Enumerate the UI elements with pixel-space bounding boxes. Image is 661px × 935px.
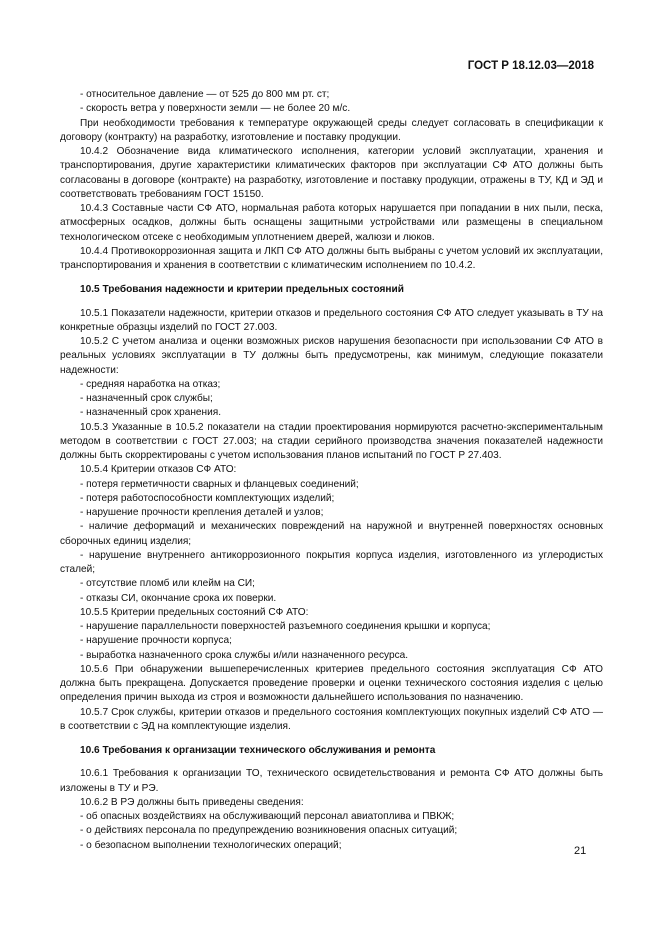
clause-10-4-4: 10.4.4 Противокоррозионная защита и ЛКП СФ АТО должны быть выбраны с учетом условий их эксплуатации, транспортирования и хранения в соответствии с климатическим исполнением по 10.4.2. <box>60 245 603 271</box>
list-item: - относительное давление — от 525 до 800 мм рт. ст; <box>80 89 330 100</box>
section-heading-10-6: 10.6 Требования к организации технического обслуживания и ремонта <box>80 745 436 756</box>
page-number: 21 <box>574 845 587 857</box>
clause-10-6-2: 10.6.2 В РЭ должны быть приведены сведения: <box>80 796 304 808</box>
list-item: - средняя наработка на отказ; <box>80 378 221 390</box>
list-item: - назначенный срок хранения. <box>80 407 221 419</box>
clause-10-4-3: 10.4.3 Составные части СФ АТО, нормальная работа которых нарушается при попадании в них пыли, песка, атмосферных осадков, должны быть оснащены защитными устройствами или размещены в специальном технологическом отсеке с необходимым уплотнением дверей, жалюзи и люков. <box>60 203 603 243</box>
document-header: ГОСТ Р 18.12.03—2018 <box>467 60 594 72</box>
list-item: - о безопасном выполнении технологических операций; <box>80 839 342 851</box>
paragraph: При необходимости требования к температуре окружающей среды следует согласовать в спецификации к договору (контракту) на разработку, изготовление и поставку продукции. <box>60 117 603 143</box>
clause-10-5-7: 10.5.7 Срок службы, критерии отказов и предельного состояния комплектующих покупных изделий СФ АТО — в соответствии с ЭД на комплектующие изделия. <box>60 706 603 732</box>
list-item: - о действиях персонала по предупреждению возникновения опасных ситуаций; <box>80 825 458 837</box>
list-item: - отсутствие пломб или клейм на СИ; <box>80 578 255 590</box>
clause-10-5-2: 10.5.2 С учетом анализа и оценки возможных рисков нарушения безопасности при использовании СФ АТО в реальных условиях эксплуатации в ТУ должны быть предусмотрены, как минимум, следующие показатели надежности: <box>60 336 603 376</box>
list-item: - назначенный срок службы; <box>80 393 213 404</box>
list-item: - нарушение параллельности поверхностей разъемного соединения крышки и корпуса; <box>80 621 491 632</box>
list-item: - выработка назначенного срока службы и/или назначенного ресурса. <box>80 649 409 661</box>
clause-10-5-5: 10.5.5 Критерии предельных состояний СФ АТО: <box>80 606 309 618</box>
list-item: - скорость ветра у поверхности земли — не более 20 м/с. <box>80 103 351 115</box>
list-item: - нарушение прочности крепления деталей и узлов; <box>80 507 324 518</box>
list-item: - потеря работоспособности комплектующих изделий; <box>80 492 335 504</box>
clause-10-5-4: 10.5.4 Критерии отказов СФ АТО: <box>80 464 237 476</box>
list-item: - об опасных воздействиях на обслуживающий персонал авиатоплива и ПВКЖ; <box>80 811 455 822</box>
list-item: - отказы СИ, окончание срока их поверки. <box>80 592 277 604</box>
clause-10-6-1: 10.6.1 Требования к организации ТО, технического освидетельствования и ремонта СФ АТО должны быть изложены в ТУ и РЭ. <box>60 768 603 794</box>
list-item: - наличие деформаций и механических повреждений на наружной и внутренней поверхностях основных сборочных единиц изделия; <box>60 521 603 547</box>
clause-10-5-6: 10.5.6 При обнаружении вышеперечисленных критериев предельного состояния эксплуатация СФ АТО должна быть прекращена. Допускается проведение проверки и оценки технического состояния изделия с целью определения причин выхода из строя и возможности дальнейшего использования по назначению. <box>60 663 603 704</box>
clause-10-5-1: 10.5.1 Показатели надежности, критерии отказов и предельного состояния СФ АТО следует указывать в ТУ на конкретные образцы изделий по ГОСТ 27.003. <box>60 307 603 333</box>
section-heading-10-5: 10.5 Требования надежности и критерии предельных состояний <box>80 284 404 296</box>
clause-10-5-3: 10.5.3 Указанные в 10.5.2 показатели на стадии проектирования нормируются расчетно-экспериментальным методом в соответствии с ГОСТ 27.003; на стадии серийного производства значения показателей надежности должны быть скорректированы с учетом использования планов испытаний по ГОСТ Р 27.403. <box>60 421 603 461</box>
list-item: - нарушение прочности корпуса; <box>80 635 232 647</box>
list-item: - потеря герметичности сварных и фланцевых соединений; <box>80 478 359 490</box>
list-item: - нарушение внутреннего антикоррозионного покрытия корпуса изделия, изготовленного из углеродистых сталей; <box>60 549 603 575</box>
document-body <box>60 88 603 853</box>
clause-10-4-2: 10.4.2 Обозначение вида климатического исполнения, категории условий эксплуатации, хранения и транспортирования, другие характеристики климатических факторов при эксплуатации СФ АТО должны быть согласованы в договоре (контракте) на разработку, изготовление и поставку продукции, отражены в ТУ, КД и ЭД и соответствовать требованиям ГОСТ 15150. <box>60 146 603 200</box>
